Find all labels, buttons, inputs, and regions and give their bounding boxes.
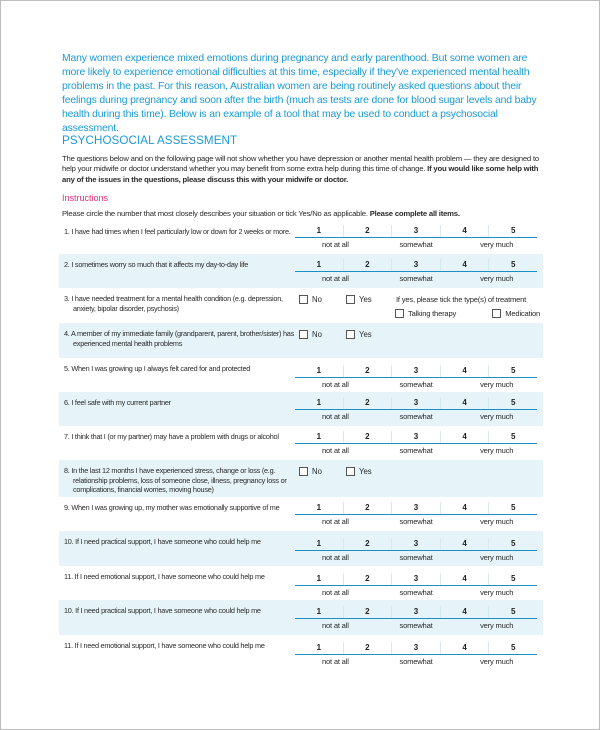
scale-option-3[interactable]: 3 [392, 642, 441, 654]
question-text: 11. If I need emotional support, I have someone who could help me [64, 572, 265, 581]
scale-numbers [295, 365, 537, 378]
scale-anchor-low: not at all [321, 412, 349, 421]
scale-anchor-high: very much [480, 621, 514, 630]
scale-option-2[interactable]: 2 [344, 573, 393, 585]
checkbox-label: No [312, 467, 322, 476]
checkbox-label: Yes [358, 295, 372, 304]
rating-scale [295, 397, 537, 422]
yes-checkbox[interactable] [346, 467, 372, 476]
question-row [59, 288, 543, 323]
checkbox[interactable] [299, 295, 308, 304]
scale-anchor-mid: somewhat [399, 657, 433, 666]
question-row [59, 426, 543, 460]
scale-option-3[interactable]: 3 [392, 606, 441, 618]
scale-option-3[interactable]: 3 [392, 397, 441, 409]
instructions-title: Instructions [62, 193, 109, 203]
yes-no-options [299, 467, 396, 476]
question-text: 11. If I need emotional support, I have someone who could help me [64, 641, 265, 650]
scale-option-1[interactable]: 1 [295, 606, 344, 618]
scale-numbers [295, 259, 537, 272]
scale-anchors [295, 444, 537, 456]
scale-anchors [295, 515, 537, 527]
scale-option-5[interactable]: 5 [510, 607, 516, 616]
scale-option-2[interactable]: 2 [344, 259, 393, 271]
question-text: 7. I think that I (or my partner) may have a problem with drugs or alcohol [64, 432, 279, 441]
question-row [59, 392, 543, 426]
scale-option-5[interactable]: 5 [510, 574, 516, 583]
question-text: 5. When I was growing up I always felt cared for and protected [64, 364, 251, 373]
scale-option-1[interactable]: 1 [295, 502, 344, 514]
checkbox[interactable] [299, 467, 308, 476]
checkbox-label: Yes [358, 330, 372, 339]
treatment-followup [396, 295, 540, 318]
scale-option-1[interactable]: 1 [295, 397, 344, 409]
scale-option-4[interactable]: 4 [441, 502, 490, 514]
yes-no-options [299, 295, 396, 304]
scale-option-2[interactable]: 2 [344, 606, 393, 618]
scale-anchor-high: very much [480, 517, 514, 526]
treatment-prompt: If yes, please tick the type(s) of treatment [396, 295, 527, 304]
scale-option-4[interactable]: 4 [441, 573, 490, 585]
scale-anchors [295, 586, 537, 598]
question-text: 4. A member of my immediate family (grandparent, parent, brother/sister) has experienced mental health problems [64, 329, 295, 348]
scale-anchor-high: very much [480, 657, 514, 666]
scale-anchor-high: very much [480, 412, 514, 421]
scale-numbers [295, 431, 537, 444]
scale-option-2[interactable]: 2 [344, 538, 393, 550]
question-row [59, 566, 543, 600]
scale-anchors [295, 619, 537, 631]
description [62, 154, 552, 185]
scale-anchor-low: not at all [321, 621, 349, 630]
rating-scale [295, 431, 537, 456]
scale-anchor-high: very much [480, 588, 514, 597]
scale-option-5[interactable]: 5 [510, 226, 516, 235]
scale-anchor-mid: somewhat [399, 517, 433, 526]
scale-option-3[interactable]: 3 [392, 225, 441, 237]
scale-anchor-low: not at all [321, 274, 349, 283]
scale-option-5[interactable]: 5 [510, 260, 516, 269]
scale-option-4[interactable]: 4 [441, 259, 490, 271]
checkbox[interactable] [299, 330, 308, 339]
scale-anchor-high: very much [480, 553, 514, 562]
scale-option-1[interactable]: 1 [295, 642, 344, 654]
scale-anchor-low: not at all [321, 657, 349, 666]
rating-scale [295, 259, 537, 284]
question-row [59, 254, 543, 288]
rating-scale [295, 606, 537, 631]
description-text: The questions below and on the following page will not show whether you have depression or another mental health problem — they are designed to help your midwife or doctor understand whether you may benefit from some extra help during this time of change. [62, 154, 539, 174]
scale-anchor-high: very much [480, 446, 514, 455]
no-checkbox[interactable] [299, 330, 322, 339]
scale-option-5[interactable]: 5 [510, 366, 516, 375]
scale-numbers [295, 573, 537, 586]
scale-anchors [295, 655, 537, 667]
scale-option-5[interactable]: 5 [510, 503, 516, 512]
question-text: 8. In the last 12 months I have experienced stress, change or loss (e.g. relationship problems, loss of someone close, illness, pregnancy loss or complications, financial worries, moving house) [64, 466, 287, 495]
scale-anchor-low: not at all [321, 517, 349, 526]
question-text: 3. I have needed treatment for a mental health condition (e.g. depression, anxiety, bipolar disorder, psychosis) [64, 294, 283, 313]
questions-table [59, 221, 543, 669]
scale-option-3[interactable]: 3 [392, 259, 441, 271]
instructions-emphasis: Please complete all items. [369, 209, 460, 218]
scale-anchor-low: not at all [321, 380, 349, 389]
rating-scale [295, 225, 537, 250]
question-text: 10. If I need practical support, I have someone who could help me [64, 537, 261, 546]
checkbox-label: No [312, 295, 322, 304]
scale-option-5[interactable]: 5 [510, 432, 516, 441]
yes-checkbox[interactable] [346, 295, 372, 304]
scale-anchor-high: very much [480, 274, 514, 283]
rating-scale [295, 538, 537, 563]
scale-anchor-mid: somewhat [399, 588, 433, 597]
rating-scale [295, 642, 537, 667]
scale-option-2[interactable]: 2 [344, 365, 393, 377]
treatment-options [395, 309, 540, 318]
checkbox-label: Yes [358, 467, 372, 476]
checkbox-label: Talking therapy [408, 309, 457, 318]
question-row [59, 635, 543, 669]
scale-anchor-low: not at all [321, 240, 349, 249]
question-row [59, 460, 543, 497]
scale-anchor-low: not at all [321, 553, 349, 562]
scale-anchor-mid: somewhat [399, 553, 433, 562]
rating-scale [295, 573, 537, 598]
scale-anchor-low: not at all [321, 446, 349, 455]
scale-option-1[interactable]: 1 [295, 573, 344, 585]
scale-option-5[interactable]: 5 [510, 643, 516, 652]
scale-option-4[interactable]: 4 [441, 431, 490, 443]
scale-anchors [295, 272, 537, 284]
scale-anchor-high: very much [480, 380, 514, 389]
scale-option-4[interactable]: 4 [441, 225, 490, 237]
checkbox[interactable] [346, 295, 355, 304]
scale-anchors [295, 238, 537, 250]
instructions-text [62, 209, 460, 218]
scale-option-4[interactable]: 4 [441, 538, 490, 550]
scale-option-2[interactable]: 2 [344, 397, 393, 409]
scale-anchors [295, 410, 537, 422]
scale-anchor-mid: somewhat [399, 274, 433, 283]
scale-anchor-mid: somewhat [399, 446, 433, 455]
scale-anchor-high: very much [480, 240, 514, 249]
question-text: 9. When I was growing up, my mother was emotionally supportive of me [64, 503, 280, 512]
scale-option-5[interactable]: 5 [510, 398, 516, 407]
description-bold: If you would like some help with any of the issues in the questions, please discuss this with your midwife or doctor. [62, 164, 539, 184]
scale-option-3[interactable]: 3 [392, 365, 441, 377]
scale-option-3[interactable]: 3 [392, 573, 441, 585]
scale-anchors [295, 378, 537, 390]
question-text: 1. I have had times when I feel particularly low or down for 2 weeks or more. [64, 227, 291, 236]
scale-option-2[interactable]: 2 [344, 502, 393, 514]
scale-option-1[interactable]: 1 [295, 225, 344, 237]
scale-numbers [295, 397, 537, 410]
checkbox[interactable] [492, 309, 501, 318]
medication-checkbox[interactable] [492, 309, 540, 318]
yes-checkbox[interactable] [346, 330, 372, 339]
scale-numbers [295, 606, 537, 619]
checkbox[interactable] [346, 330, 355, 339]
question-text: 10. If I need practical support, I have someone who could help me [64, 606, 261, 615]
section-title: PSYCHOSOCIAL ASSESSMENT [62, 134, 238, 147]
scale-numbers [295, 538, 537, 551]
scale-anchors [295, 551, 537, 563]
no-checkbox[interactable] [299, 467, 322, 476]
scale-option-4[interactable]: 4 [441, 642, 490, 654]
checkbox-label: No [312, 330, 322, 339]
scale-option-1[interactable]: 1 [295, 259, 344, 271]
question-row [59, 323, 543, 358]
checkbox-label: Medication [505, 309, 540, 318]
question-row [59, 221, 543, 254]
scale-anchor-mid: somewhat [399, 380, 433, 389]
scale-option-2[interactable]: 2 [344, 642, 393, 654]
scale-option-4[interactable]: 4 [441, 365, 490, 377]
scale-option-3[interactable]: 3 [392, 502, 441, 514]
scale-option-5[interactable]: 5 [510, 539, 516, 548]
question-row [59, 600, 543, 635]
question-row [59, 531, 543, 566]
scale-option-4[interactable]: 4 [441, 397, 490, 409]
scale-option-4[interactable]: 4 [441, 606, 490, 618]
rating-scale [295, 365, 537, 390]
scale-option-2[interactable]: 2 [344, 225, 393, 237]
talking-therapy-checkbox[interactable] [395, 309, 456, 318]
scale-option-3[interactable]: 3 [392, 538, 441, 550]
scale-anchor-low: not at all [321, 588, 349, 597]
scale-option-1[interactable]: 1 [295, 365, 344, 377]
instructions-body: Please circle the number that most closely describes your situation or tick Yes/No as applicable. [62, 209, 368, 218]
scale-option-3[interactable]: 3 [392, 431, 441, 443]
question-row [59, 497, 543, 531]
scale-option-1[interactable]: 1 [295, 431, 344, 443]
scale-option-1[interactable]: 1 [295, 538, 344, 550]
scale-numbers [295, 642, 537, 655]
question-row [59, 358, 543, 392]
scale-numbers [295, 502, 537, 515]
scale-option-2[interactable]: 2 [344, 431, 393, 443]
question-text: 2. I sometimes worry so much that it affects my day-to-day life [64, 260, 249, 269]
scale-anchor-mid: somewhat [399, 621, 433, 630]
scale-anchor-mid: somewhat [399, 240, 433, 249]
scale-numbers [295, 225, 537, 238]
no-checkbox[interactable] [299, 295, 322, 304]
rating-scale [295, 502, 537, 527]
checkbox[interactable] [346, 467, 355, 476]
yes-no-options [299, 330, 396, 339]
intro-paragraph: Many women experience mixed emotions during pregnancy and early parenthood. But some women are more likely to experience emotional difficulties at this time, especially if they've experienced mental health problems in the past. For this reason, Australian women are being routinely asked questions about their feelings during pregnancy and soon after the birth (much as tests are done for blood sugar levels and baby health during this time). Below is an example of a tool that may be used to conduct a psychosocial assessment. [62, 53, 537, 134]
scale-anchor-mid: somewhat [399, 412, 433, 421]
question-text: 6. I feel safe with my current partner [64, 398, 171, 407]
checkbox[interactable] [395, 309, 404, 318]
